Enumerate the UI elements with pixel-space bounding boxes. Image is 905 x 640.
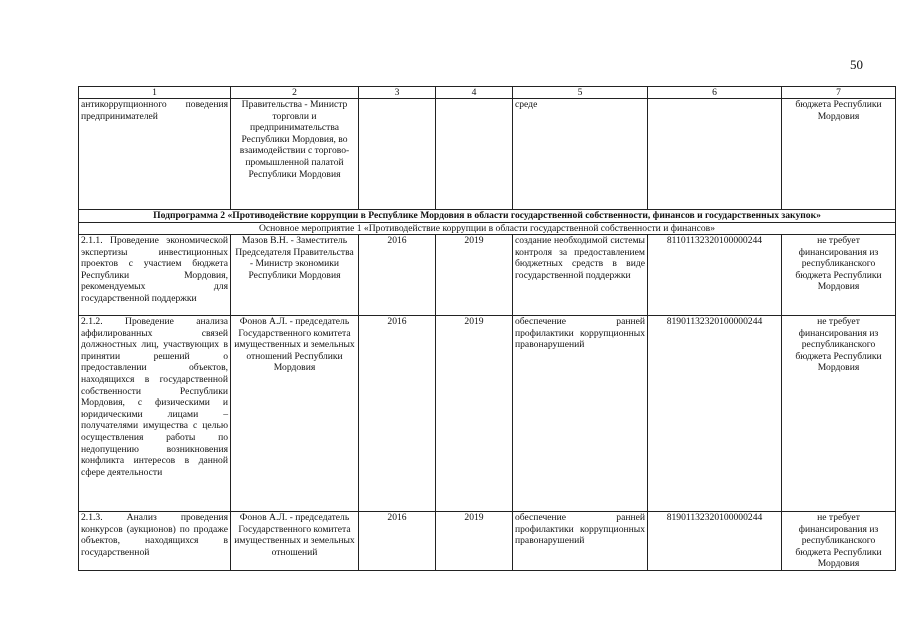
- table-row: [79, 316, 896, 512]
- end-year-cell: 2019: [436, 235, 513, 316]
- page-number: 50: [850, 57, 863, 72]
- budget-code-cell: 81901132320100000244: [648, 316, 782, 512]
- end-year-cell: [436, 99, 513, 210]
- start-year-cell: [359, 99, 436, 210]
- end-year-cell: 2019: [436, 512, 513, 571]
- measure-name-cell: 2.1.2. Проведение анализа аффилированных связей должностных лиц, участвующих в принятии решений о предоставлении объектов, находящихся в государственной собственности Республики Мордовия, с физическими и юридическими лицами – получателями имущества с целью осуществления работы по недопущению возникновения конфликта интересов в данной сфере деятельности: [79, 316, 231, 512]
- expected-result-cell: среде: [513, 99, 648, 210]
- measure-name-cell: 2.1.1. Проведение экономической экспертизы инвестиционных проектов с участием бюджета Республики Мордовия, рекомендуемых для государственной поддержки: [79, 235, 231, 316]
- funding-cell: не требует финансирования из республиканского бюджета Республики Мордовия: [782, 512, 896, 571]
- continuation-row: [79, 99, 896, 210]
- table-row: [79, 235, 896, 316]
- executor-cell: Фонов А.Л. - председатель Государственного комитета имущественных и земельных отношений Республики Мордовия: [231, 316, 359, 512]
- measures-table: [78, 86, 896, 571]
- column-header: 2: [231, 87, 359, 99]
- measure-name-cell: антикоррупционного поведения предпринимателей: [79, 99, 231, 210]
- executor-cell: Правительства - Министр торговли и предпринимательства Республики Мордовия, во взаимодействии с торгово-промышленной палатой Республики Мордовия: [231, 99, 359, 210]
- column-header: 6: [648, 87, 782, 99]
- funding-cell: не требует финансирования из республиканского бюджета Республики Мордовия: [782, 316, 896, 512]
- executor-cell: Фонов А.Л. - председатель Государственного комитета имущественных и земельных отношений: [231, 512, 359, 571]
- main-event-title: Основное мероприятие 1 «Противодействие коррупции в области государственной собственности и финансов»: [79, 223, 896, 235]
- column-header: 5: [513, 87, 648, 99]
- budget-code-cell: 81901132320100000244: [648, 512, 782, 571]
- expected-result-cell: обеспечение ранней профилактики коррупционных правонарушений: [513, 316, 648, 512]
- table-row: [79, 512, 896, 571]
- subprogram-row: [79, 210, 896, 223]
- subprogram-title: Подпрограмма 2 «Противодействие коррупции в Республике Мордовия в области государственной собственности, финансов и государственных закупок»: [79, 210, 896, 223]
- budget-code-cell: [648, 99, 782, 210]
- expected-result-cell: обеспечение ранней профилактики коррупционных правонарушений: [513, 512, 648, 571]
- executor-cell: Мазов В.Н. - Заместитель Председателя Правительства - Министр экономики Республики Мордовия: [231, 235, 359, 316]
- start-year-cell: 2016: [359, 512, 436, 571]
- start-year-cell: 2016: [359, 235, 436, 316]
- expected-result-cell: создание необходимой системы контроля за предоставлением бюджетных средств в виде государственной поддержки: [513, 235, 648, 316]
- funding-cell: не требует финансирования из республиканского бюджета Республики Мордовия: [782, 235, 896, 316]
- end-year-cell: 2019: [436, 316, 513, 512]
- column-header: 3: [359, 87, 436, 99]
- main-event-row: [79, 223, 896, 235]
- budget-code-cell: 81101132320100000244: [648, 235, 782, 316]
- funding-cell: бюджета Республики Мордовия: [782, 99, 896, 210]
- column-header: 7: [782, 87, 896, 99]
- measure-name-cell: 2.1.3. Анализ проведения конкурсов (аукционов) по продаже объектов, находящихся в государственной: [79, 512, 231, 571]
- start-year-cell: 2016: [359, 316, 436, 512]
- column-header: 1: [79, 87, 231, 99]
- column-number-row: [79, 87, 896, 99]
- column-header: 4: [436, 87, 513, 99]
